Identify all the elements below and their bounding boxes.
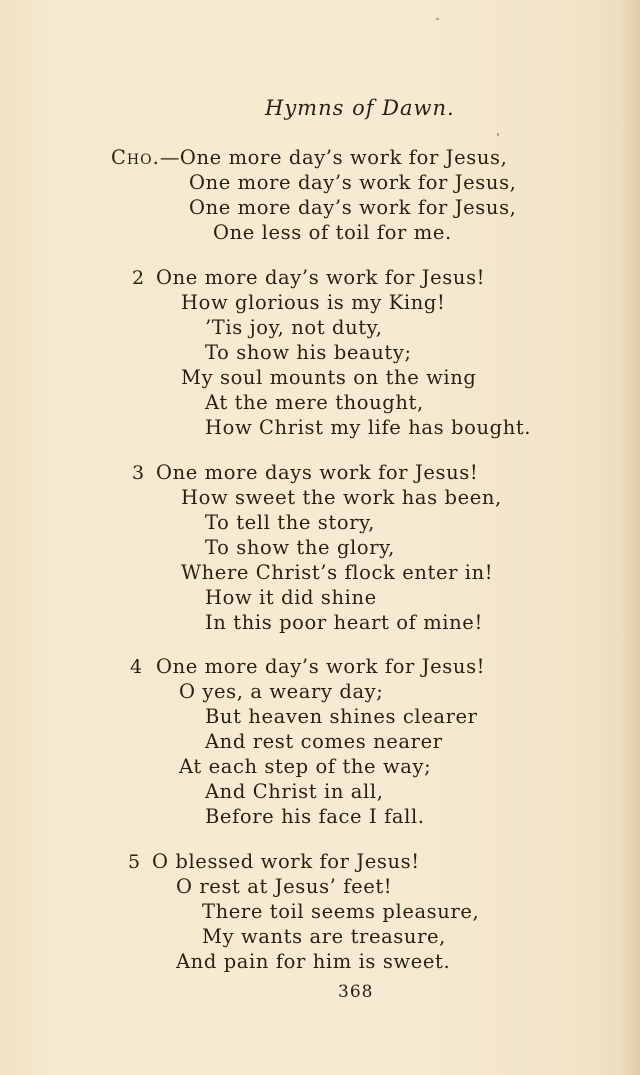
verse-line: One more days work for Jesus! (156, 461, 479, 484)
verse-number: 5 (128, 851, 141, 873)
verse-line: Where Christ’s flock enter in! (181, 561, 494, 584)
verse-number: 4 (130, 656, 143, 678)
verse-line: How glorious is my King! (181, 291, 446, 314)
verse-line: O rest at Jesus’ feet! (176, 875, 393, 898)
paper-speck (436, 18, 439, 20)
paper-speck (497, 133, 499, 136)
verse-line: In this poor heart of mine! (205, 611, 483, 634)
page-edge-shadow (622, 0, 640, 1075)
verse-line: And pain for him is sweet. (176, 950, 451, 973)
verse-line: How Christ my life has bought. (205, 416, 532, 439)
running-header: Hymns of Dawn. (265, 96, 455, 120)
verse-line: My wants are treasure, (202, 925, 446, 948)
verse-line: ’Tis joy, not duty, (205, 316, 383, 339)
verse-line: At each step of the way; (179, 755, 432, 778)
chorus-line-3: One more day’s work for Jesus, (189, 196, 517, 219)
verse-line: O blessed work for Jesus! (152, 850, 420, 873)
verse-number: 3 (132, 462, 145, 484)
chorus-line-1 (111, 146, 507, 170)
verse-line: One more day’s work for Jesus! (156, 655, 486, 678)
verse-line: And rest comes nearer (205, 730, 443, 753)
verse-line: And Christ in all, (205, 780, 384, 803)
verse-line: At the mere thought, (205, 391, 424, 414)
verse-line: To show the glory, (205, 536, 395, 559)
verse-line: Before his face I fall. (205, 805, 425, 828)
verse-line: How it did shine (205, 586, 377, 609)
verse-line: My soul mounts on the wing (181, 366, 477, 389)
verse-line: But heaven shines clearer (205, 705, 478, 728)
chorus-label: Cho. (111, 146, 160, 169)
verse-line: To show his beauty; (205, 341, 412, 364)
verse-line: There toil seems pleasure, (202, 900, 480, 923)
chorus-line-2: One more day’s work for Jesus, (189, 171, 517, 194)
verse-line: One more day’s work for Jesus! (156, 266, 486, 289)
verse-line: O yes, a weary day; (179, 680, 384, 703)
chorus-line-4: One less of toil for me. (213, 221, 452, 244)
verse-line: To tell the story, (205, 511, 375, 534)
chorus-line-text: —One more day’s work for Jesus, (159, 146, 508, 169)
verse-number: 2 (132, 267, 145, 289)
verse-line: How sweet the work has been, (181, 486, 502, 509)
page-number: 368 (338, 982, 374, 1002)
